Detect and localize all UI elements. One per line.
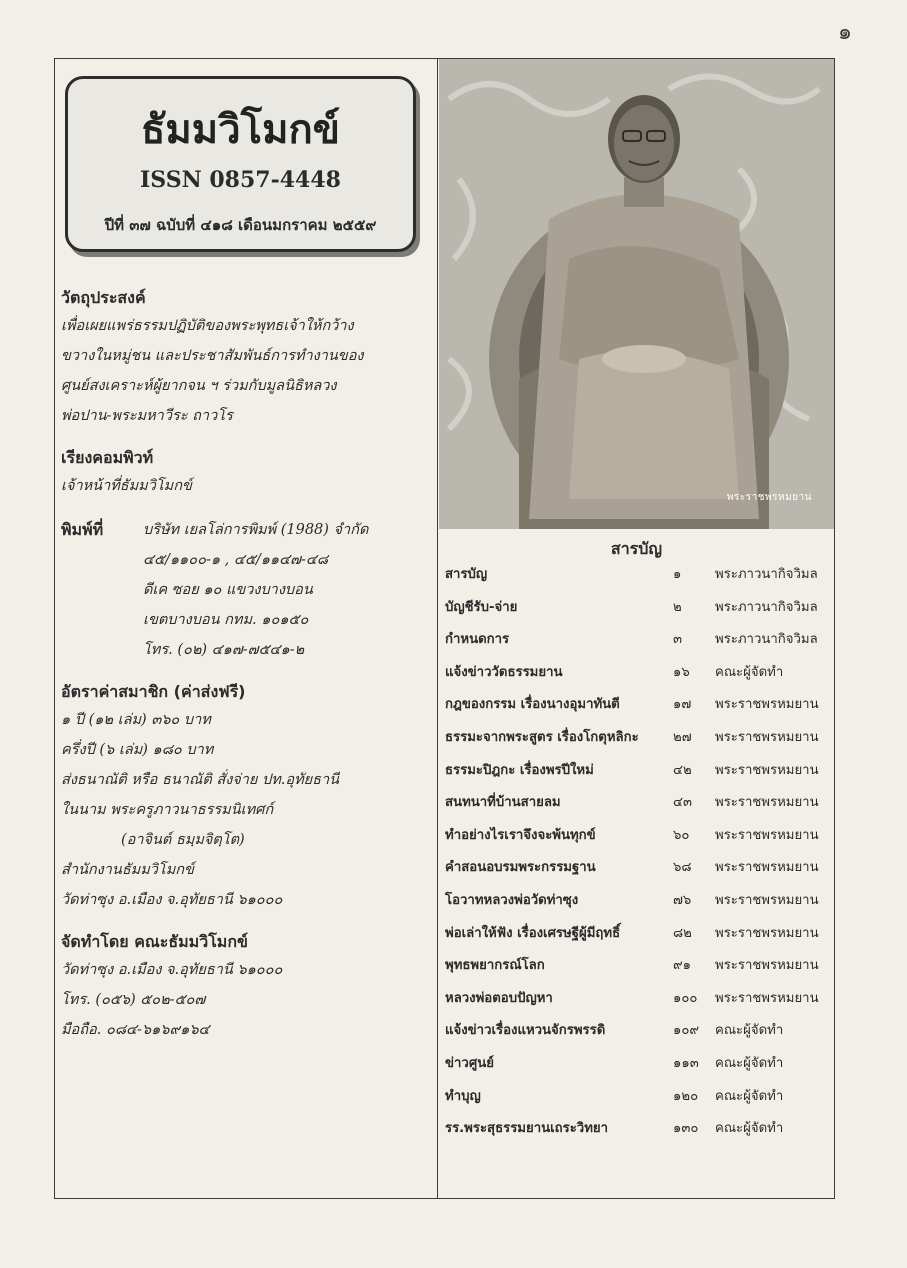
monk-photo xyxy=(439,59,834,529)
subscription-heading: อัตราค่าสมาชิก (ค่าส่งฟรี) xyxy=(61,682,246,701)
toc-item-author: คณะผู้จัดทำ xyxy=(715,1023,784,1039)
printer-line: ๔๕/๑๑๐๐-๑ , ๔๕/๑๑๔๗-๔๘ xyxy=(143,552,329,568)
typeset-heading: เรียงคอมพิวท์ xyxy=(61,448,154,467)
toc-item-title: คำสอนอบรมพระกรรมฐาน xyxy=(445,860,596,876)
subscription-line: ในนาม พระครูภาวนาธรรมนิเทศก์ xyxy=(61,802,274,818)
publisher-section xyxy=(61,929,431,1045)
toc-row[interactable] xyxy=(445,954,831,987)
toc-item-page: ๓ xyxy=(673,632,683,648)
toc-row[interactable] xyxy=(445,628,831,661)
toc-row[interactable] xyxy=(445,922,831,955)
toc-item-title: ทำอย่างไรเราจึงจะพ้นทุกข์ xyxy=(445,827,596,843)
toc-item-title: รร.พระสุธรรมยานเถระวิทยา xyxy=(445,1121,609,1137)
toc-item-title: สารบัญ xyxy=(445,567,488,582)
toc-row[interactable] xyxy=(445,987,831,1020)
toc-item-author: พระราชพรหมยาน xyxy=(715,697,819,713)
toc-title: สารบัญ xyxy=(610,539,663,558)
toc-item-page: ๑ xyxy=(673,567,682,582)
toc-item-author: คณะผู้จัดทำ xyxy=(715,1088,784,1104)
toc-item-author: คณะผู้จัดทำ xyxy=(715,1055,784,1071)
toc-row[interactable] xyxy=(445,824,831,857)
toc-item-author: คณะผู้จัดทำ xyxy=(715,664,784,680)
publisher-line: มือถือ. ๐๘๔-๖๑๖๙๑๖๔ xyxy=(61,1022,210,1038)
toc-item-page: ๑๐๙ xyxy=(673,1023,700,1039)
toc-item-title: กฎของกรรม เรื่องนางอุมาทันตี xyxy=(445,697,620,713)
monk-portrait-illustration xyxy=(439,59,834,529)
toc-item-author: พระราชพรหมยาน xyxy=(715,795,819,811)
objective-line: เพื่อเผยแพร่ธรรมปฏิบัติของพระพุทธเจ้าให้กว้าง xyxy=(61,318,354,334)
toc-item-author: พระราชพรหมยาน xyxy=(715,925,819,941)
publisher-heading: จัดทำโดย คณะธัมมวิโมกข์ xyxy=(61,932,248,951)
toc-row[interactable] xyxy=(445,563,831,596)
toc-item-page: ๑๗ xyxy=(673,697,692,713)
toc-item-page: ๑๒๐ xyxy=(673,1088,699,1104)
printer-line: ดีเค ซอย ๑๐ แขวงบางบอน xyxy=(143,582,313,598)
toc-item-title: กำหนดการ xyxy=(445,632,510,648)
toc-item-page: ๖๘ xyxy=(673,860,692,876)
typeset-section xyxy=(61,445,431,501)
toc-item-page: ๑๐๐ xyxy=(673,990,698,1006)
toc-item-author: พระราชพรหมยาน xyxy=(715,990,819,1006)
printer-line: โทร. (๐๒) ๔๑๗-๗๕๔๑-๒ xyxy=(143,642,305,658)
toc-item-title: สนทนาที่บ้านสายลม xyxy=(445,795,561,811)
toc-item-page: ๘๒ xyxy=(673,925,692,941)
toc-item-title: ทำบุญ xyxy=(445,1088,481,1104)
masthead-box xyxy=(65,76,416,252)
toc-row[interactable] xyxy=(445,596,831,629)
toc-row[interactable] xyxy=(445,1085,831,1118)
table-of-contents xyxy=(445,563,831,1150)
toc-item-page: ๒ xyxy=(673,599,682,615)
issue-info: ปีที่ ๓๗ ฉบับที่ ๔๑๘ เดือนมกราคม ๒๕๕๙ xyxy=(104,216,377,234)
toc-row[interactable] xyxy=(445,759,831,792)
toc-item-title: แจ้งข่าววัดธรรมยาน xyxy=(445,664,563,680)
printer-heading: พิมพ์ที่ xyxy=(61,520,104,539)
publisher-line: วัดท่าซุง อ.เมือง จ.อุทัยธานี ๖๑๐๐๐ xyxy=(61,962,283,978)
photo-credit: พระราชพรหมยาน xyxy=(726,492,812,503)
info-column xyxy=(61,285,431,1059)
toc-item-page: ๔๓ xyxy=(673,795,692,811)
toc-row[interactable] xyxy=(445,1117,831,1150)
toc-item-title: พุทธพยากรณ์โลก xyxy=(445,958,545,974)
subscription-line: (อาจินต์ ธมฺมจิตฺโต) xyxy=(121,832,245,848)
toc-item-title: บัญชีรับ-จ่าย xyxy=(445,599,518,615)
magazine-title: ธัมมวิโมกข์ xyxy=(140,106,341,153)
objective-line: ขวางในหมู่ชน และประชาสัมพันธ์การทำงานของ xyxy=(61,348,364,364)
subscription-line: สำนักงานธัมมวิโมกข์ xyxy=(61,862,194,878)
toc-item-title: โอวาทหลวงพ่อวัดท่าซุง xyxy=(445,892,579,908)
toc-item-page: ๖๐ xyxy=(673,827,690,843)
toc-item-title: แจ้งข่าวเรื่องแหวนจักรพรรดิ xyxy=(445,1023,606,1039)
toc-item-page: ๑๖ xyxy=(673,664,690,680)
toc-item-page: ๑๓๐ xyxy=(673,1121,699,1137)
issn: ISSN 0857-4448 xyxy=(140,167,341,193)
printer-line: เขตบางบอน กทม. ๑๐๑๕๐ xyxy=(143,612,309,628)
subscription-line: ครึ่งปี (๖ เล่ม) ๑๘๐ บาท xyxy=(61,742,214,758)
typeset-text: เจ้าหน้าที่ธัมมวิโมกข์ xyxy=(61,478,192,494)
toc-item-author: พระภาวนากิจวิมล xyxy=(715,567,818,582)
toc-item-title: พ่อเล่าให้ฟัง เรื่องเศรษฐีผู้มีฤทธิ์ xyxy=(445,925,621,941)
toc-row[interactable] xyxy=(445,726,831,759)
page-number: ๑ xyxy=(838,20,852,45)
toc-item-author: พระราชพรหมยาน xyxy=(715,827,819,843)
toc-item-page: ๑๑๓ xyxy=(673,1055,699,1071)
publisher-line: โทร. (๐๕๖) ๕๐๒-๕๐๗ xyxy=(61,992,206,1008)
subscription-line: วัดท่าซุง อ.เมือง จ.อุทัยธานี ๖๑๐๐๐ xyxy=(61,892,283,908)
objective-section xyxy=(61,285,431,431)
objective-line: ศูนย์สงเคราะห์ผู้ยากจน ฯ ร่วมกับมูลนิธิหลวง xyxy=(61,378,337,394)
toc-item-title: ธรรมะจากพระสูตร เรื่องโกตุหลิกะ xyxy=(445,729,639,745)
toc-item-title: ข่าวศูนย์ xyxy=(445,1055,494,1071)
subscription-line: ๑ ปี (๑๒ เล่ม) ๓๖๐ บาท xyxy=(61,712,211,728)
subscription-section xyxy=(61,679,431,915)
toc-item-page: ๔๒ xyxy=(673,762,692,778)
toc-item-title: หลวงพ่อตอบปัญหา xyxy=(445,990,553,1006)
column-divider xyxy=(437,59,438,1198)
printer-section xyxy=(61,515,431,665)
toc-item-author: คณะผู้จัดทำ xyxy=(715,1121,784,1137)
toc-item-title: ธรรมะปิฎกะ เรื่องพรปีใหม่ xyxy=(445,762,594,778)
subscription-line: ส่งธนาณัติ หรือ ธนาณัติ สั่งจ่าย ปท.อุทัยธานี xyxy=(61,772,340,788)
toc-row[interactable] xyxy=(445,856,831,889)
toc-row[interactable] xyxy=(445,693,831,726)
toc-item-author: พระราชพรหมยาน xyxy=(715,729,819,745)
toc-row[interactable] xyxy=(445,791,831,824)
page-frame xyxy=(54,58,835,1199)
toc-item-author: พระราชพรหมยาน xyxy=(715,762,819,778)
toc-item-author: พระราชพรหมยาน xyxy=(715,860,819,876)
toc-item-page: ๙๑ xyxy=(673,958,692,974)
objective-heading: วัตถุประสงค์ xyxy=(61,288,146,307)
toc-item-author: พระภาวนากิจวิมล xyxy=(715,632,818,648)
printer-line: บริษัท เยลโล่การพิมพ์ (1988) จำกัด xyxy=(143,522,369,538)
toc-item-page: ๒๗ xyxy=(673,729,692,745)
toc-row[interactable] xyxy=(445,889,831,922)
toc-item-page: ๗๖ xyxy=(673,892,692,908)
toc-item-author: พระภาวนากิจวิมล xyxy=(715,599,818,615)
objective-line: พ่อปาน-พระมหาวีระ ถาวโร xyxy=(61,408,233,424)
toc-item-author: พระราชพรหมยาน xyxy=(715,892,819,908)
toc-row[interactable] xyxy=(445,1052,831,1085)
toc-row[interactable] xyxy=(445,661,831,694)
toc-item-author: พระราชพรหมยาน xyxy=(715,958,819,974)
toc-row[interactable] xyxy=(445,1019,831,1052)
